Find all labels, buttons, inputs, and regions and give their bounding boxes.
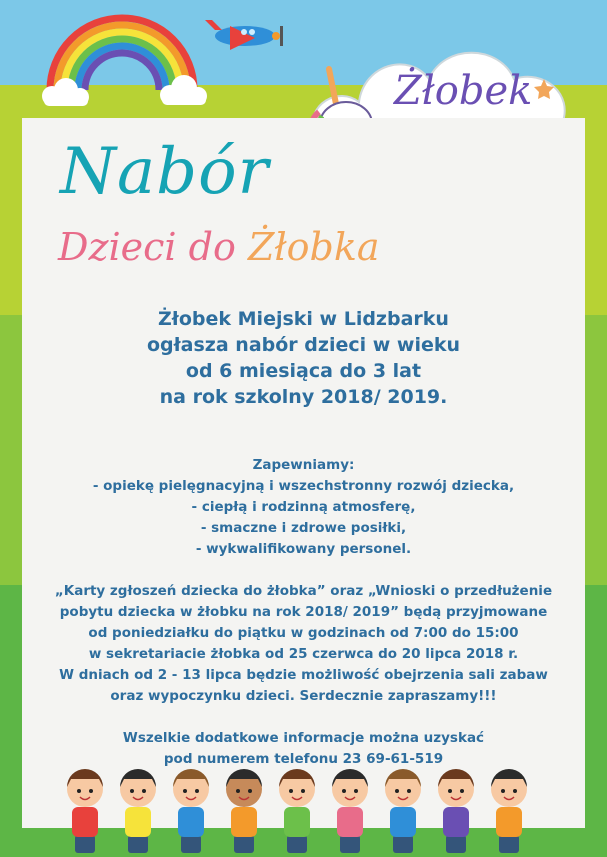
info-line: od poniedziałku do piątku w godzinach od 7:00 do 15:00 [88,625,519,641]
subtitle-part-1: Dzieci do [58,225,236,269]
info-line: pobytu dziecka w żłobku na rok 2018/ 2019” będą przyjmowane [59,604,548,620]
child-figure [385,769,421,853]
child-figure [279,769,315,853]
offer-item: - ciepłą i rodzinną atmosferę, [191,499,416,515]
child-figure [173,769,209,853]
offer-item: - smaczne i zdrowe posiłki, [200,520,407,536]
child-figure [120,769,156,853]
info-line: oraz wypoczynku dzieci. Serdecznie zapraszamy!!! [110,688,497,704]
offer-item: - wykwalifikowany personel. [195,541,412,557]
page-subtitle [58,225,458,269]
child-figure [491,769,527,853]
intro-line: ogłasza nabór dzieci w wieku [146,334,461,356]
intro-line: od 6 miesiąca do 3 lat [185,360,422,382]
page-title: Nabór [60,135,270,209]
child-figure [67,769,103,853]
info-line: w sekretariacie żłobka od 25 czerwca do 20 lipca 2018 r. [88,646,519,662]
child-figure [332,769,368,853]
info-line: W dniach od 2 - 13 lipca będzie możliwość obejrzenia sali zabaw [59,667,548,683]
intro-block [30,306,577,410]
intro-line: Żłobek Miejski w Lidzbarku [158,308,449,330]
contact-line: pod numerem telefonu 23 69-61-519 [163,751,444,767]
offer-heading: Zapewniamy: [252,457,355,473]
info-line: „Karty zgłoszeń dziecka do żłobka” oraz „Wnioski o przedłużenie [54,583,553,599]
child-figure [438,769,474,853]
rainbow-icon [30,0,220,115]
children-illustration [60,765,560,857]
offer-item: - opiekę pielęgnacyjną i wszechstronny rozwój dziecka, [92,478,515,494]
details-block [30,455,577,770]
logo-word-zlobek: Żłobek [394,68,533,114]
subtitle-part-2: Żłobka [247,225,380,269]
contact-line: Wszelkie dodatkowe informacje można uzyskać [122,730,485,746]
airplane-icon [200,8,290,58]
intro-line: na rok szkolny 2018/ 2019. [159,386,448,408]
child-figure [226,769,262,853]
